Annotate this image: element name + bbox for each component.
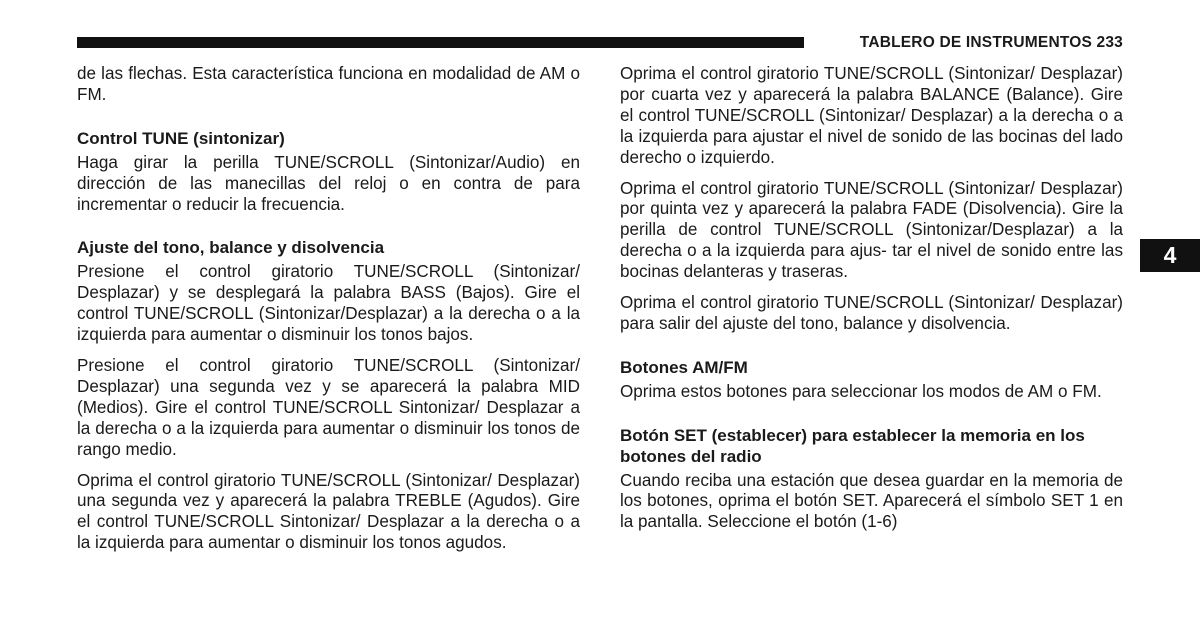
heading-tone-balance-fade: Ajuste del tono, balance y disolvencia	[77, 238, 385, 258]
paragraph-bass: Presione el control giratorio TUNE/SCROLL (Sintonizar/ Desplazar) y se desplegará la palabra BASS (Bajos). Gire el control TUNE/SCROLL (Sintonizar/Desplazar) a la derecha o a la izquierda para aumentar o disminuir los tonos bajos.	[77, 262, 580, 345]
left-column	[77, 64, 580, 564]
heading-am-fm-buttons: Botones AM/FM	[620, 357, 748, 377]
paragraph-mid: Presione el control giratorio TUNE/SCROLL (Sintonizar/ Desplazar) una segunda vez y se aparecerá la palabra MID (Medios). Gire el control TUNE/SCROLL Sintonizar/ Desplazar a la derecha o a la izquierda para aumentar o disminuir los tonos de rango medio.	[77, 355, 580, 459]
paragraph-set: Cuando reciba una estación que desea guardar en la memoria de los botones, oprima el botón SET. Aparecerá el símbolo SET 1 en la pantalla. Seleccione el botón (1-6)	[620, 470, 1123, 532]
page-header-title: TABLERO DE INSTRUMENTOS 233	[859, 34, 1123, 51]
heading-set-button: Botón SET (establecer) para establecer la memoria en los botones del radio	[620, 425, 1085, 466]
paragraph-exit-adjust: Oprima el control giratorio TUNE/SCROLL (Sintonizar/ Desplazar) para salir del ajuste del tono, balance y disolvencia.	[620, 293, 1123, 333]
paragraph-fade: Oprima el control giratorio TUNE/SCROLL (Sintonizar/ Desplazar) por quinta vez y aparecerá la palabra FADE (Disolvencia). Gire la perilla de control TUNE/SCROLL (Sintonizar/Desplazar) a la derecha o a la izquierda para ajus- tar el nivel de sonido entre las bocinas delanteras y traseras.	[620, 178, 1123, 282]
header-rule	[77, 37, 804, 48]
heading-control-tune: Control TUNE (sintonizar)	[77, 128, 285, 148]
paragraph-tune: Haga girar la perilla TUNE/SCROLL (Sintonizar/Audio) en dirección de las manecillas del reloj o en contra de para incrementar o reducir la frecuencia.	[77, 152, 580, 214]
right-column	[620, 64, 1123, 543]
paragraph-continuation: de las flechas. Esta característica funciona en modalidad de AM o FM.	[77, 64, 580, 104]
chapter-tab: 4	[1140, 239, 1200, 272]
paragraph-treble: Oprima el control giratorio TUNE/SCROLL (Sintonizar/ Desplazar) una segunda vez y aparecerá la palabra TREBLE (Agudos). Gire el control TUNE/SCROLL Sintonizar/ Desplazar a la derecha o a la izquierda para aumentar o disminuir los tonos agudos.	[77, 470, 580, 553]
paragraph-balance: Oprima el control giratorio TUNE/SCROLL (Sintonizar/ Desplazar) por cuarta vez y aparecerá la palabra BALANCE (Balance). Gire el control TUNE/SCROLL (Sintonizar/ Desplazar) a la derecha o a la izquierda para ajustar el nivel de sonido de las bocinas del lado derecho o izquierdo.	[620, 64, 1123, 167]
paragraph-am-fm: Oprima estos botones para seleccionar los modos de AM o FM.	[620, 381, 1102, 401]
